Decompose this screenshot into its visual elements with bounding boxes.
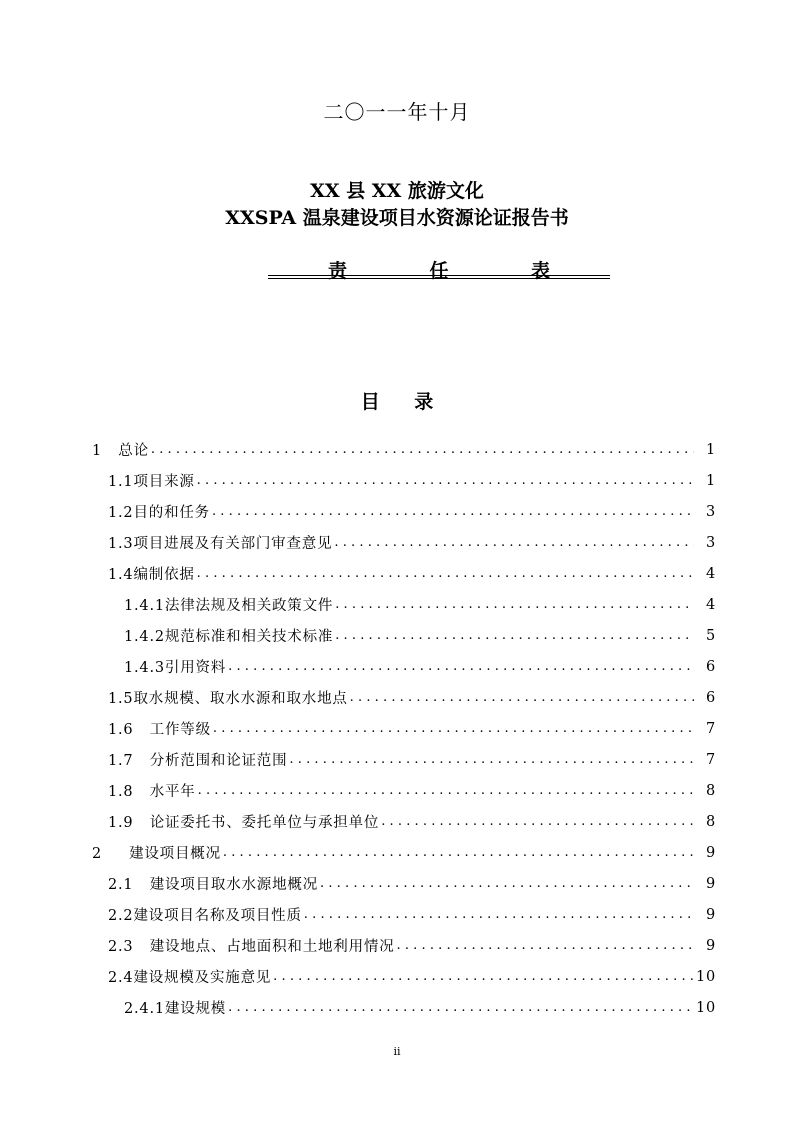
toc-entry-number: 1.9 <box>108 815 134 831</box>
toc-entry-page: 3 <box>705 534 716 551</box>
responsibility-char: 责 <box>328 260 348 282</box>
toc-leader-dots <box>397 938 694 953</box>
toc-entry-text: 分析范围和论证范围 <box>149 753 288 769</box>
toc-entry-number: 1.5 <box>108 691 134 707</box>
toc-leader-dots <box>334 535 694 550</box>
toc-entry-text: 论证委托书、委托单位与承担单位 <box>149 815 380 831</box>
toc-entry-text: 水平年 <box>149 784 196 800</box>
toc-entry-number: 1.4.3 <box>124 660 165 676</box>
toc-leader-dots <box>197 473 694 488</box>
toc-entry-number: 2.4.1 <box>124 1001 165 1017</box>
toc-entry-text: 目的和任务 <box>133 505 210 521</box>
toc-leader-dots <box>212 504 694 519</box>
toc-entry-label <box>124 656 226 677</box>
toc-entry-text: 工作等级 <box>149 722 211 738</box>
toc-leader-dots <box>381 814 694 829</box>
toc-entry[interactable] <box>0 713 794 744</box>
toc-entry-label <box>92 439 149 460</box>
toc-entry-label <box>108 501 210 522</box>
responsibility-table-heading <box>268 256 610 280</box>
toc-entry-page: 7 <box>705 720 716 737</box>
heading-underline <box>268 275 610 276</box>
toc-entry-number: 1.4 <box>108 567 134 583</box>
toc-entry-page: 7 <box>705 751 716 768</box>
heading-underline-double <box>268 278 610 279</box>
toc-entry[interactable] <box>0 496 794 527</box>
toc-entry-number: 1.7 <box>108 753 134 769</box>
toc-entry-page: 9 <box>705 937 716 954</box>
toc-entry-text: 建设项目名称及项目性质 <box>133 908 302 924</box>
toc-entry-label <box>124 625 333 646</box>
toc-leader-dots <box>304 907 694 922</box>
toc-entry-page: 3 <box>705 503 716 520</box>
toc-entry-page: 1 <box>705 472 716 489</box>
toc-entry[interactable] <box>0 620 794 651</box>
toc-entry-text: 法律法规及相关政策文件 <box>164 598 334 614</box>
toc-leader-dots <box>198 783 694 798</box>
toc-entry[interactable] <box>0 682 794 713</box>
toc-entry-label <box>108 470 195 491</box>
toc-entry-number: 1.8 <box>108 784 134 800</box>
toc-entry-text: 项目来源 <box>133 474 195 490</box>
toc-entry-text: 编制依据 <box>133 567 195 583</box>
toc-leader-dots <box>335 597 694 612</box>
toc-entry-number: 2 <box>92 846 103 862</box>
toc-leader-dots <box>228 659 694 674</box>
toc-entry-number: 2.1 <box>108 877 134 893</box>
toc-entry[interactable] <box>0 589 794 620</box>
toc-entry[interactable] <box>0 806 794 837</box>
report-title-line1: XX 县 XX 旅游文化 <box>310 180 484 202</box>
toc-entry-page: 8 <box>705 782 716 799</box>
toc-entry-label <box>108 718 211 739</box>
toc-entry-page: 1 <box>705 441 716 458</box>
toc-entry-label <box>108 780 196 801</box>
toc-entry-number: 1.4.2 <box>124 629 165 645</box>
toc-entry-text: 总论 <box>118 443 149 459</box>
toc-entry-number: 1.4.1 <box>124 598 165 614</box>
toc-entry-spacing <box>102 846 129 862</box>
toc-entry-label <box>108 966 271 987</box>
toc-leader-dots <box>223 845 694 860</box>
toc-entry-label <box>124 997 226 1018</box>
toc-leader-dots <box>289 752 694 767</box>
toc-entry[interactable] <box>0 558 794 589</box>
toc-entry-spacing <box>102 443 118 459</box>
toc-entry-label <box>92 842 221 863</box>
toc-entry[interactable] <box>0 930 794 961</box>
toc-entry-label <box>108 904 302 925</box>
toc-entry-page: 10 <box>696 999 717 1016</box>
toc-leader-dots <box>151 442 694 457</box>
toc-entry-text: 取水规模、取水水源和取水地点 <box>133 691 348 707</box>
toc-entry[interactable] <box>0 744 794 775</box>
toc-entry-page: 9 <box>705 844 716 861</box>
toc-entry-text: 引用资料 <box>164 660 227 676</box>
toc-entry-spacing <box>133 815 149 831</box>
toc-entry-label <box>108 873 318 894</box>
toc-entry-spacing <box>133 722 149 738</box>
toc-entry[interactable] <box>0 961 794 992</box>
toc-entry[interactable] <box>0 868 794 899</box>
report-date: 二〇一一年十月 <box>323 100 471 124</box>
toc-entry-page: 9 <box>705 875 716 892</box>
responsibility-char: 表 <box>530 260 550 282</box>
toc-entry-page: 9 <box>705 906 716 923</box>
toc-leader-dots <box>213 721 694 736</box>
toc-entry-text: 项目进展及有关部门审查意见 <box>133 536 333 552</box>
toc-leader-dots <box>335 628 694 643</box>
toc-entry-spacing <box>133 939 149 955</box>
toc-entry-number: 2.4 <box>108 970 134 986</box>
toc-entry[interactable] <box>0 434 794 465</box>
toc-entry[interactable] <box>0 992 794 1023</box>
toc-entry-number: 2.3 <box>108 939 134 955</box>
toc-leader-dots <box>228 1000 694 1015</box>
toc-entry-page: 4 <box>705 565 716 582</box>
toc-entry-page: 8 <box>705 813 716 830</box>
toc-entry-number: 1.2 <box>108 505 134 521</box>
toc-entry-number: 1.3 <box>108 536 134 552</box>
toc-leader-dots <box>273 969 694 984</box>
toc-entry-number: 1 <box>92 443 103 459</box>
toc-title: 目 录 <box>360 391 448 413</box>
toc-entry-text: 建设项目概况 <box>129 846 221 862</box>
toc-entry[interactable] <box>0 837 794 868</box>
responsibility-char: 任 <box>429 260 449 282</box>
toc-entry-text: 建设规模及实施意见 <box>133 970 272 986</box>
toc-entry-number: 2.2 <box>108 908 134 924</box>
toc-entry-spacing <box>133 877 149 893</box>
page-number: ii <box>393 1045 401 1058</box>
toc-entry-page: 10 <box>696 968 717 985</box>
toc-entry-text: 建设规模 <box>164 1001 227 1017</box>
toc-entry-spacing <box>133 784 149 800</box>
toc-entry-number: 1.6 <box>108 722 134 738</box>
toc-entry-label <box>108 811 379 832</box>
toc-entry[interactable] <box>0 651 794 682</box>
toc-entry-label <box>108 687 348 708</box>
toc-leader-dots <box>350 690 694 705</box>
toc-entry-page: 4 <box>705 596 716 613</box>
table-of-contents <box>0 434 794 1023</box>
toc-entry-label <box>124 594 333 615</box>
toc-entry-text: 建设项目取水水源地概况 <box>149 877 319 893</box>
toc-entry-page: 6 <box>705 658 716 675</box>
toc-entry[interactable] <box>0 527 794 558</box>
toc-entry-page: 5 <box>705 627 716 644</box>
toc-entry-label <box>108 532 332 553</box>
report-title-line2: XXSPA 温泉建设项目水资源论证报告书 <box>225 207 569 229</box>
toc-entry-label <box>108 749 287 770</box>
toc-entry[interactable] <box>0 775 794 806</box>
toc-entry-number: 1.1 <box>108 474 134 490</box>
toc-entry-spacing <box>133 753 149 769</box>
toc-entry-label <box>108 563 195 584</box>
toc-leader-dots <box>197 566 694 581</box>
toc-entry[interactable] <box>0 465 794 496</box>
toc-leader-dots <box>320 876 694 891</box>
toc-entry-page: 6 <box>705 689 716 706</box>
toc-entry-label <box>108 935 395 956</box>
toc-entry-text: 规范标准和相关技术标准 <box>164 629 334 645</box>
toc-entry[interactable] <box>0 899 794 930</box>
toc-entry-text: 建设地点、占地面积和土地利用情况 <box>149 939 395 955</box>
